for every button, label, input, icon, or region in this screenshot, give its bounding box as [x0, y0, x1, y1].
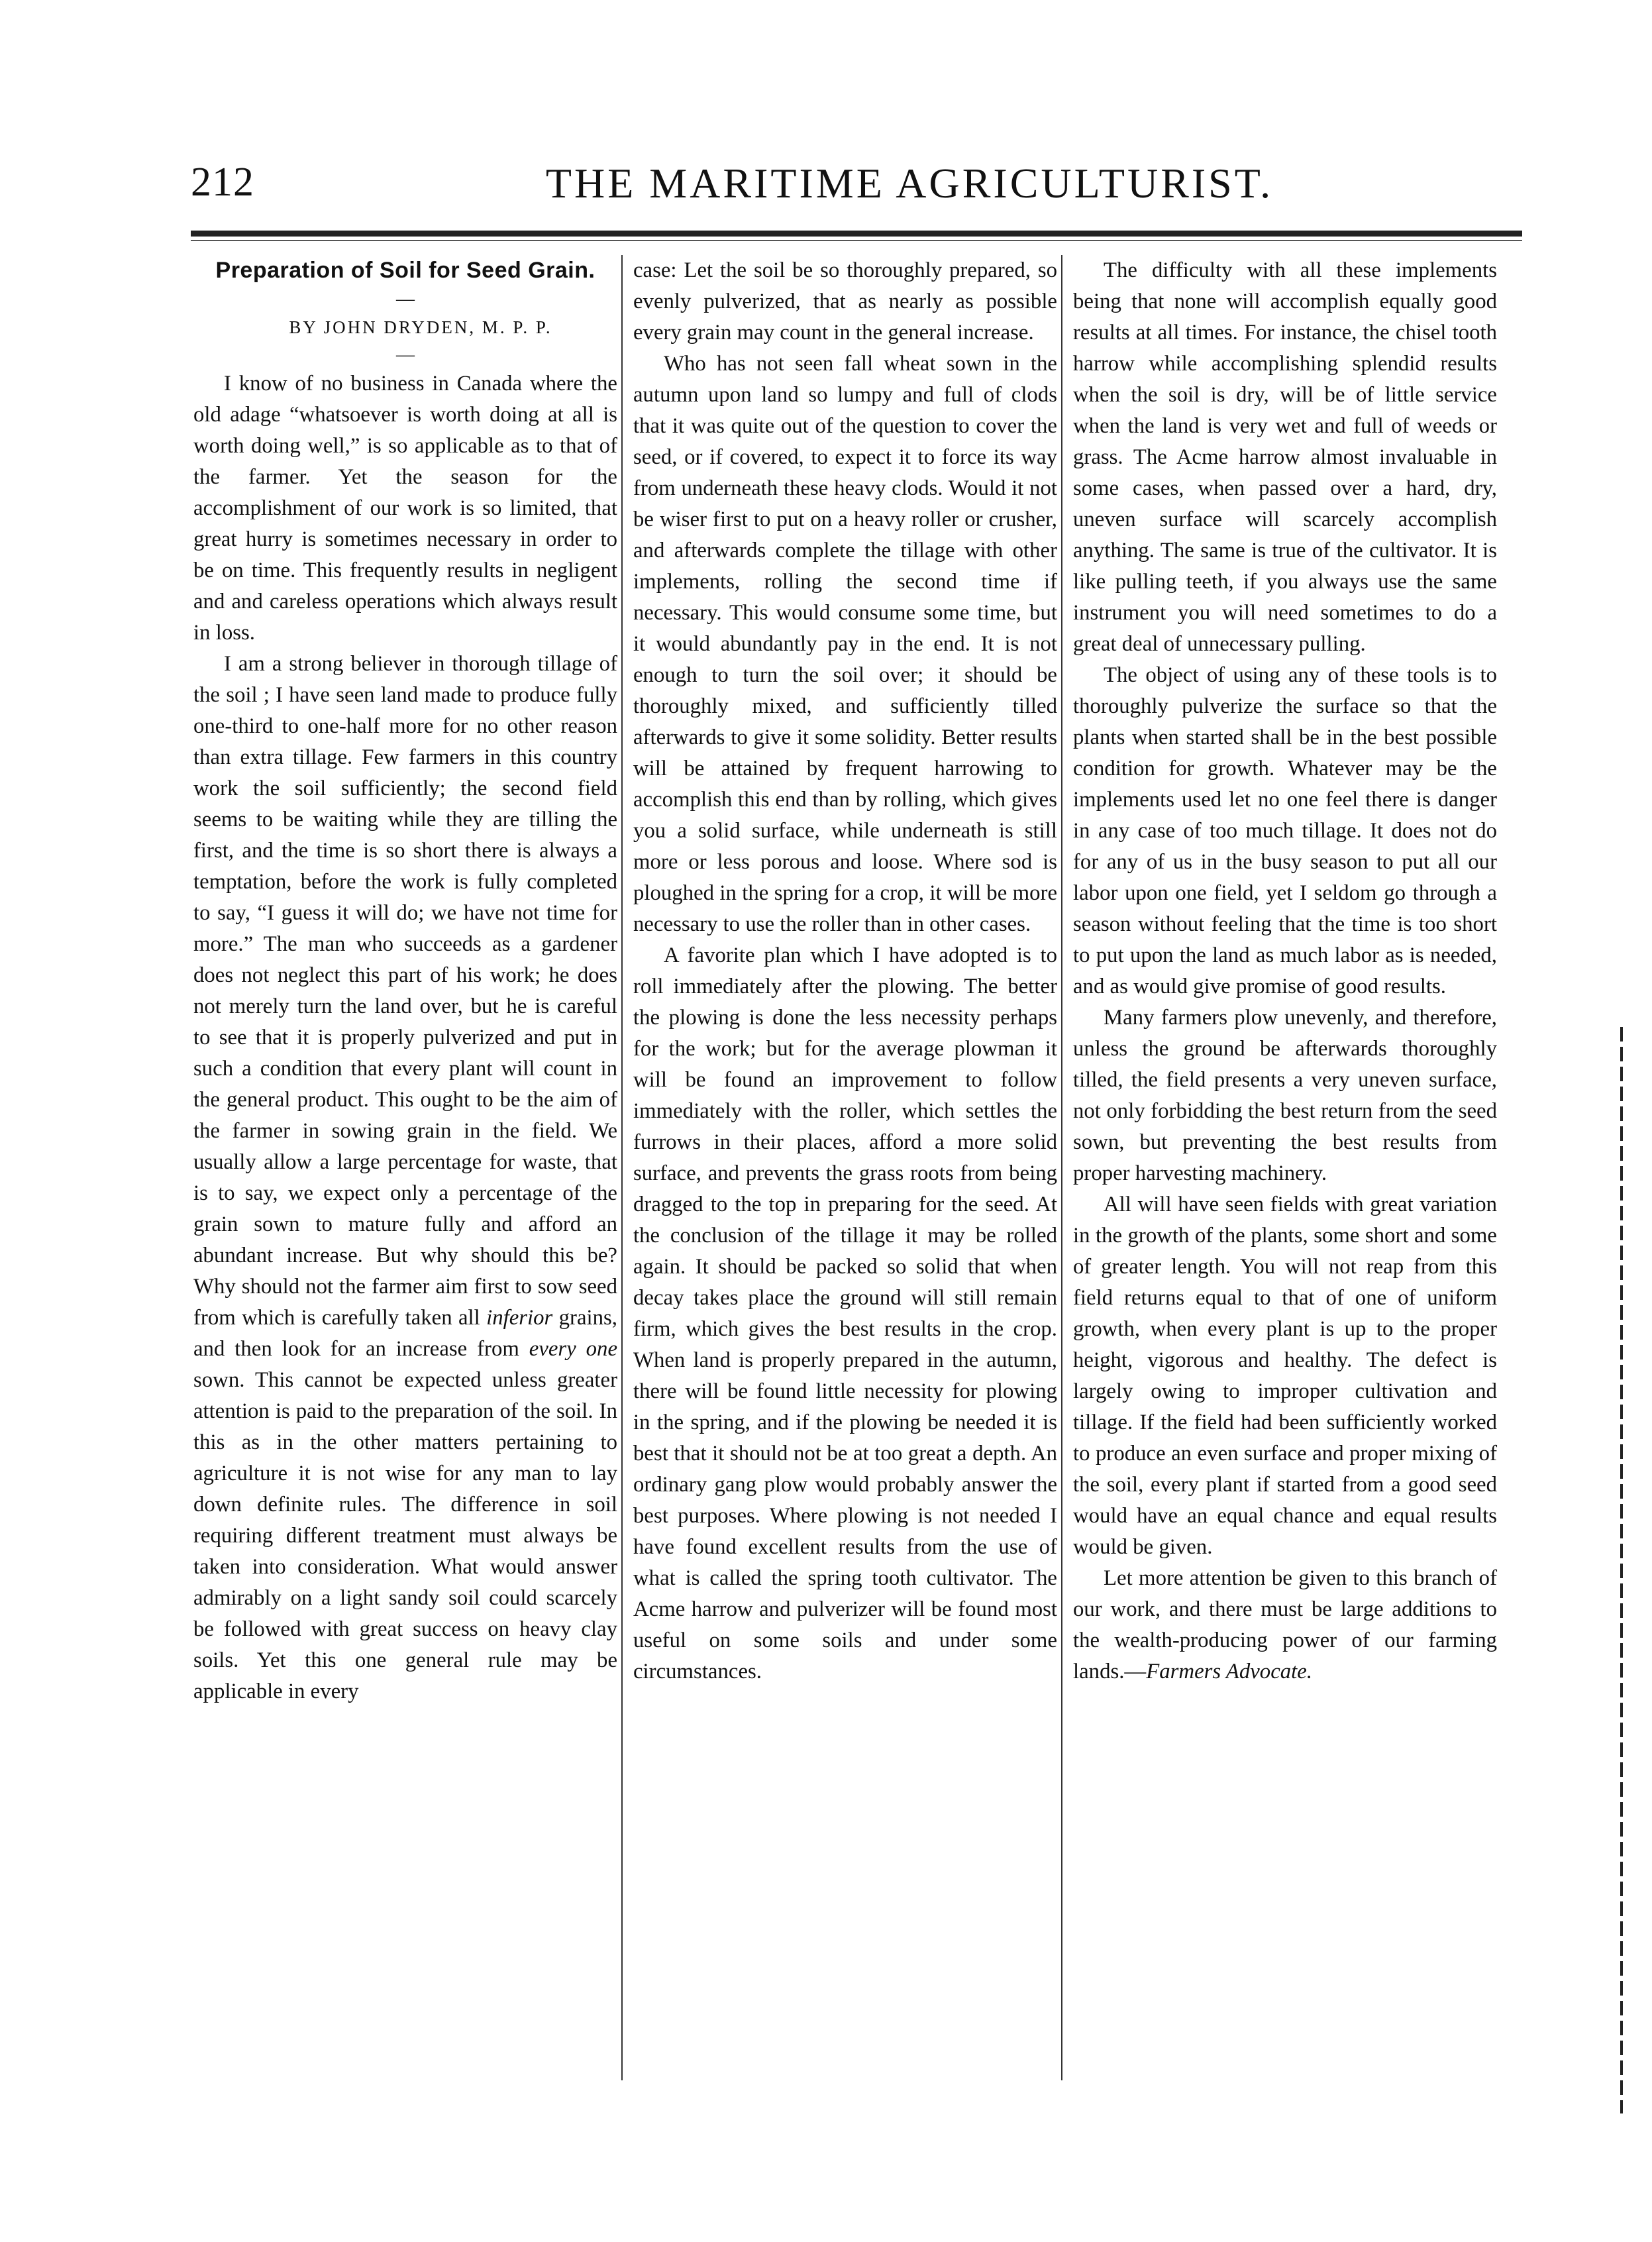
paragraph-text: I am a strong believer in thorough tillage of the soil ; I have seen land made to produce fully one-third to one-half more for no other reason than extra tillage. Few farmers in this country work the soil sufficiently; the second field seems to be waiting while they are tilling the first, and the time is so short there is always a temptation, before the work is fully completed to say, “I guess it will do; we have not time for more.” The man who succeeds as a gardener does not neglect this part of his work; he does not merely turn the land over, but he is careful to see that it is properly pulverized and put in such a condition that every plant will count in the general product. This ought to be the aim of the farmer in sowing grain in the field. We usually allow a large percentage for waste, that is to say, we expect only a percentage of the grain sown to mature fully and afford an abundant increase. But why should this be? Why should not the farmer aim first to sow seed from which is carefully taken all — [193, 652, 617, 1330]
header-rule-thin — [191, 240, 1522, 241]
byline-dash: — — [396, 345, 415, 365]
column-1 — [193, 255, 617, 1707]
title-dash: — — [396, 289, 415, 309]
paragraph — [1073, 1563, 1497, 1687]
page-number: 212 — [191, 160, 254, 205]
paragraph: The difficulty with all these implements being that none will accomplish equally good results at all times. For instance, the chisel tooth harrow while accomplishing splendid results when the soil is dry, will be of little service when the land is very wet and full of weeds or grass. The Acme harrow almost invaluable in some cases, when passed over a hard, dry, uneven surface will scarcely accomplish anything. The same is true of the cultivator. It is like pulling teeth, if you always use the same instrument you will need sometimes to do a great deal of unnecessary pulling. — [1073, 258, 1497, 656]
paragraph — [193, 649, 617, 1707]
source-attribution: Farmers Advocate. — [1146, 1660, 1313, 1683]
paragraph: A favorite plan which I have adopted is to roll immediately after the plowing. The better the plowing is done the less necessity perhaps for the work; but for the average plowman it will be found an improvement to follow immediately with the roller, which settles the furrows in their places, afford a more solid surface, and prevents the grass roots from being dragged to the top in preparing for the seed. At the conclusion of the tillage it may be rolled again. It should be packed so solid that when decay takes place the ground will still remain firm, which gives the best results in the crop. When land is properly prepared in the autumn, there will be found little necessity for plowing in the spring, and if the plowing be needed it is best that it should not be at too great a depth. An ordinary gang plow would probably answer the best purposes. Where plowing is not needed I have found excellent results from the use of what is called the spring tooth cultivator. The Acme harrow and pulverizer will be found most useful on some soils and under some circumstances. — [633, 943, 1057, 1683]
column-divider — [621, 255, 623, 2080]
page-edge-mark — [1620, 1027, 1623, 2113]
paragraph-text: Let more attention be given to this branch of our work, and there must be large additions to the wealth-producing power of our farming lands.— — [1073, 1566, 1497, 1683]
paragraph: All will have seen fields with great variation in the growth of the plants, some short and some of greater length. You will not reap from this field returns equal to that of one of uniform growth, when every plant is up to the proper height, vigorous and healthy. The defect is largely owing to improper cultivation and tillage. If the field had been sufficiently worked to produce an even surface and proper mixing of the soil, every plant if started from a good seed would have an equal chance and equal results would be given. — [1073, 1193, 1497, 1559]
column-divider — [1061, 255, 1062, 2080]
emphasis-text: inferior — [486, 1306, 553, 1330]
paragraph-text: sown. This cannot be expected unless greater attention is paid to the preparation of the soil. In this as in the other matters pertaining to agriculture it is not wise for any man to lay down definite rules. The difference in soil requiring different treatment must always be taken into consideration. What would answer admirably on a light sandy soil could scarcely be followed with great success on heavy clay soils. Yet this one general rule may be applicable in every — [193, 1368, 617, 1703]
byline: BY JOHN DRYDEN, M. P. P. — [289, 317, 552, 337]
running-head — [191, 152, 1529, 232]
header-rule — [191, 231, 1522, 237]
paragraph-text: grains, and then look for an increase from — [193, 1306, 617, 1361]
column-2 — [633, 255, 1057, 1687]
journal-title: THE MARITIME AGRICULTURIST. — [545, 160, 1274, 207]
column-3 — [1073, 255, 1497, 1687]
paragraph: The object of using any of these tools is to thoroughly pulverize the surface so that the plants when started shall be in the best possible condition for growth. Whatever may be the implements used let no one feel there is danger in any case of too much tillage. It does not do for any of us in the busy season to put all our labor upon one field, yet I seldom go through a season without feeling that the time is too short to put upon the land as much labor as is needed, and as would give promise of good results. — [1073, 663, 1497, 998]
paragraph: I know of no business in Canada where the old adage “whatsoever is worth doing at all is worth doing well,” is so applicable as to that of the farmer. Yet the season for the accomplishment of our work is so limited, that great hurry is sometimes necessary in order to be on time. This frequently results in negligent and and careless operations which always result in loss. — [193, 372, 617, 645]
paragraph: Who has not seen fall wheat sown in the autumn upon land so lumpy and full of clods that it was quite out of the question to cover the seed, or if covered, to expect it to force its way from underneath these heavy clods. Would it not be wiser first to put on a heavy roller or crusher, and afterwards complete the tillage with other implements, rolling the second time if necessary. This would consume some time, but it would abundantly pay in the end. It is not enough to turn the soil over; it should be thoroughly mixed, and sufficiently tilled afterwards to give it some solidity. Better results will be attained by frequent harrowing to accomplish this end than by rolling, which gives you a solid surface, while underneath is still more or less porous and loose. Where sod is ploughed in the spring for a crop, it will be more necessary to use the roller than in other cases. — [633, 352, 1057, 936]
emphasis-text: every one — [529, 1337, 618, 1361]
paragraph-continued: case: Let the soil be so thoroughly prepared, so evenly pulverized, that as nearly as possible every grain may count in the general increase. — [633, 258, 1057, 345]
article-title: Preparation of Soil for Seed Grain. — [215, 258, 595, 283]
paragraph: Many farmers plow unevenly, and therefore, unless the ground be afterwards thoroughly tilled, the field presents a very uneven surface, not only forbidding the best return from the seed sown, but preventing the best results from proper harvesting machinery. — [1073, 1006, 1497, 1185]
